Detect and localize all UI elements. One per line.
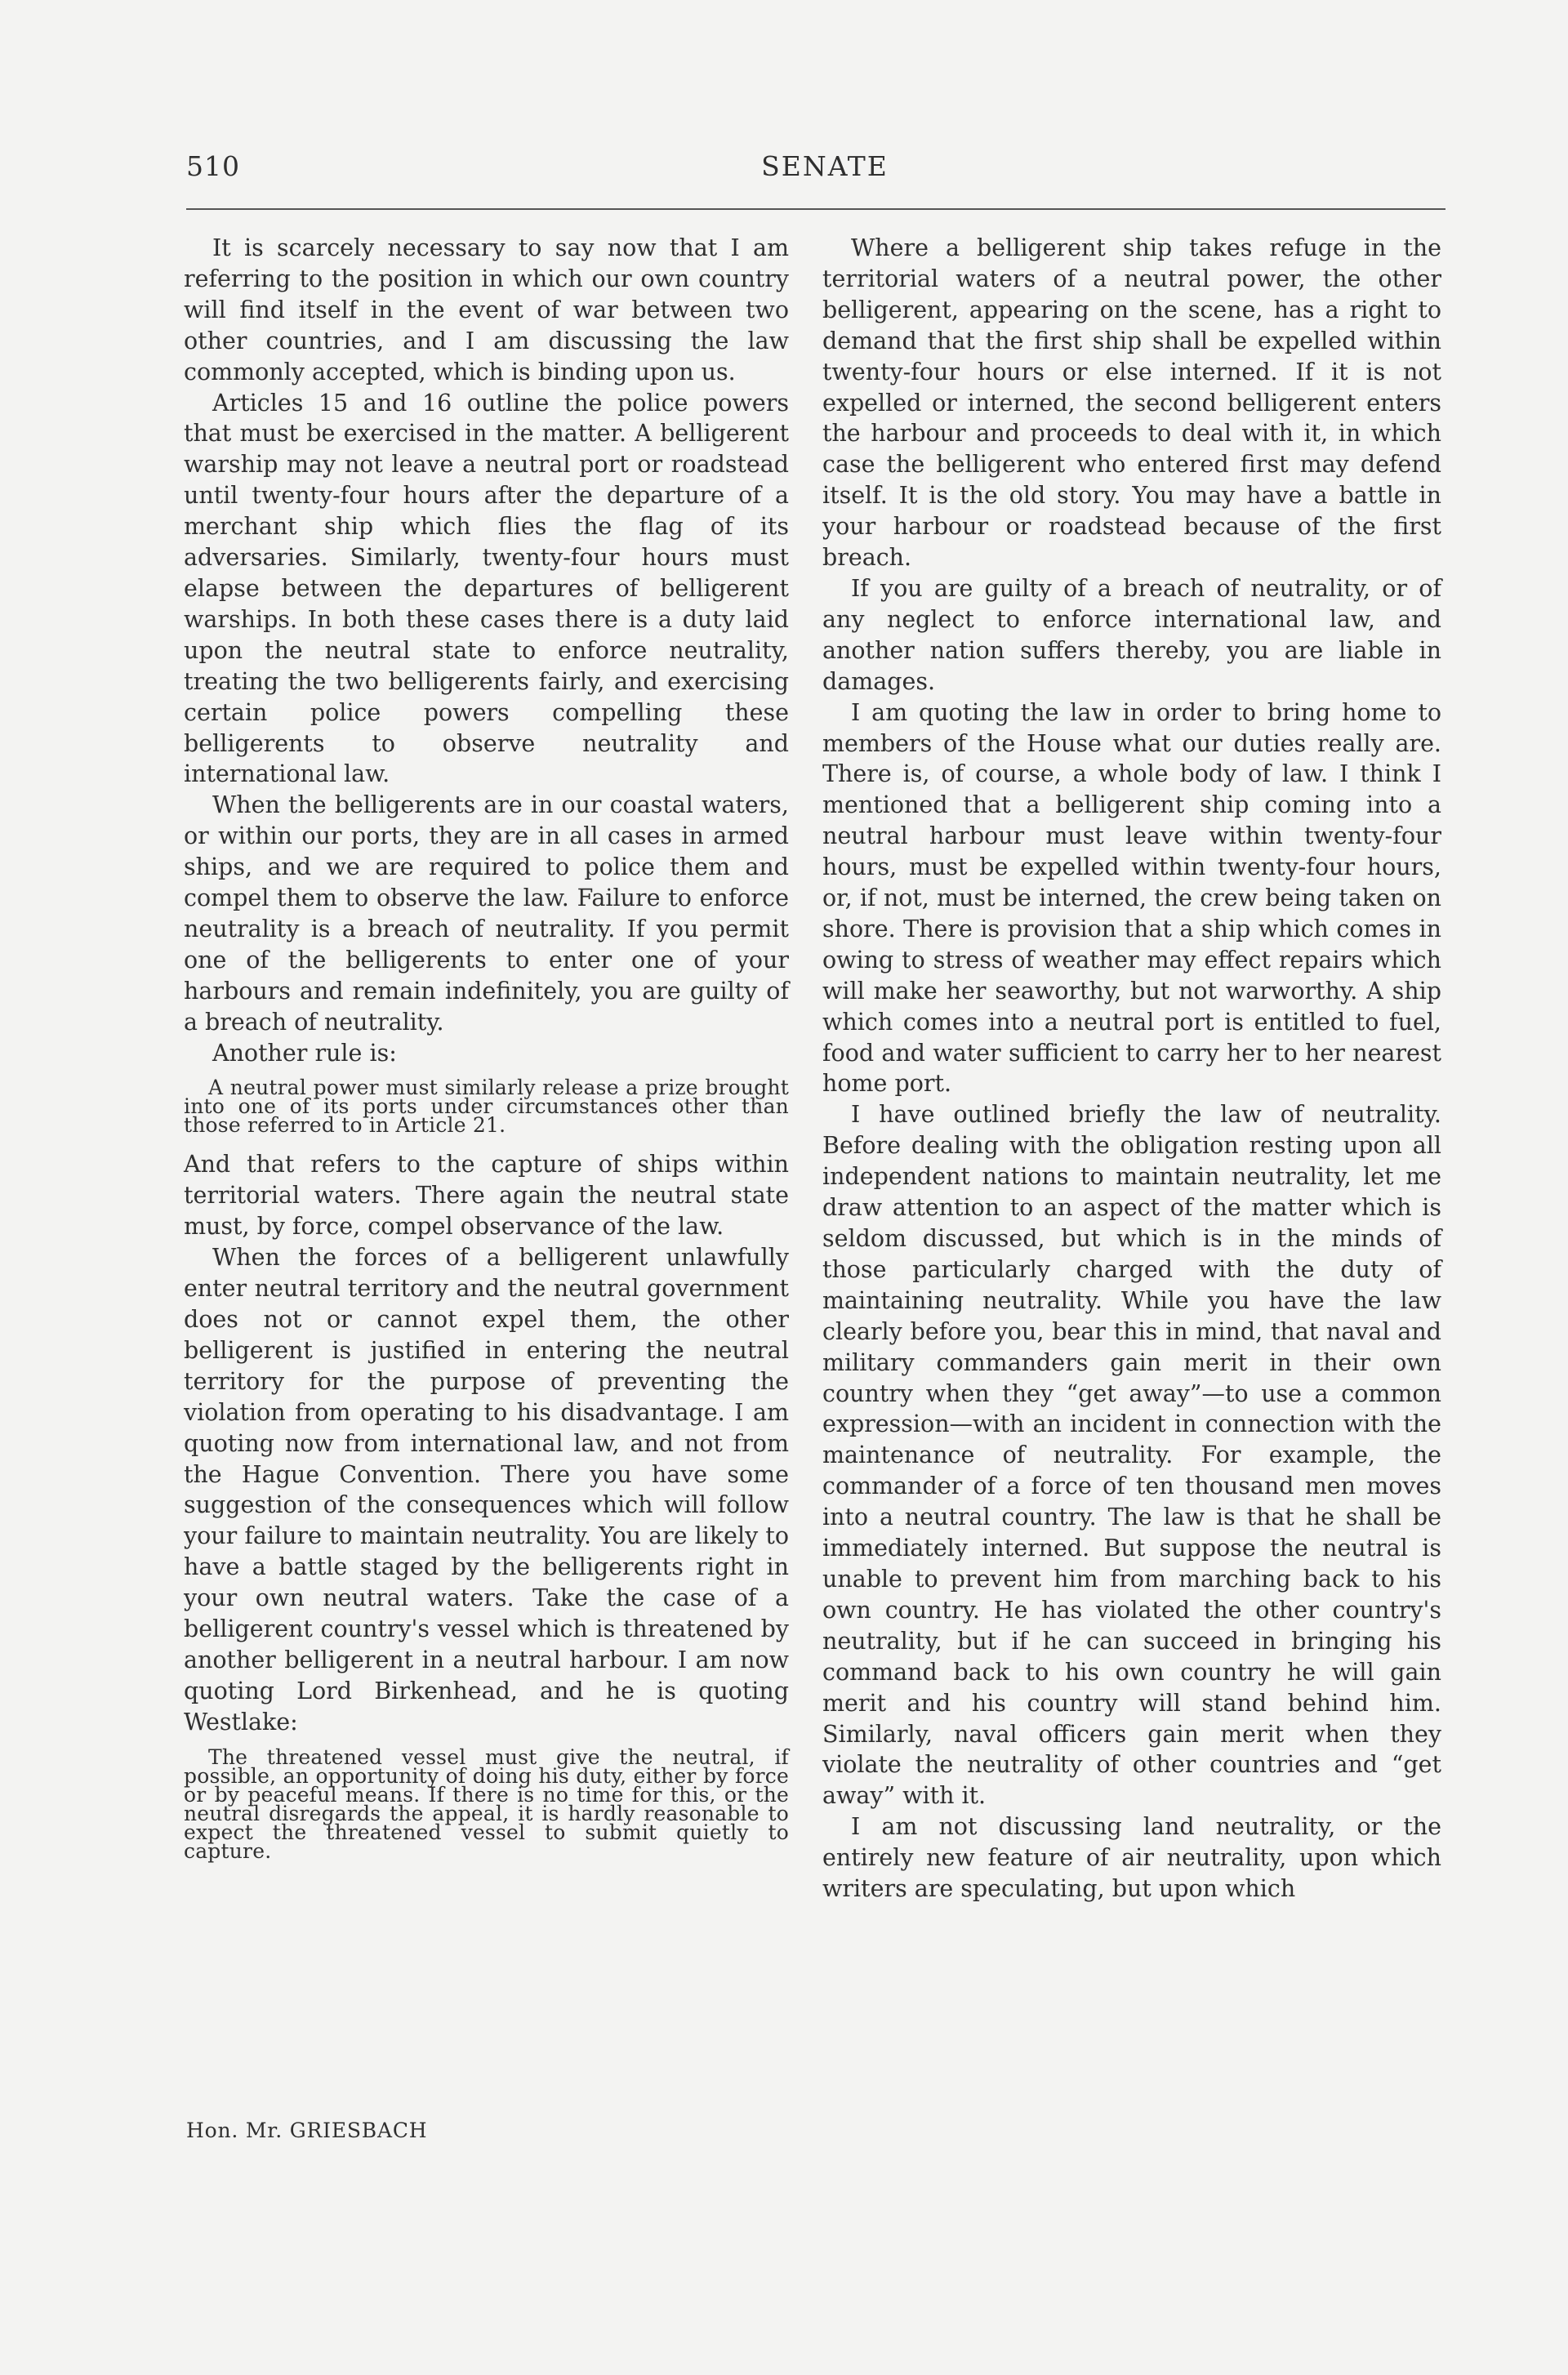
paragraph: If you are guilty of a breach of neutrality, or of any neglect to enforce international law, and another nation suffers thereby, you are liable in damages. — [822, 574, 1441, 695]
running-head: SENATE — [761, 150, 889, 182]
paragraph: And that refers to the capture of ships within territorial waters. There again the neutral state must, by force, compel observance of the law. — [184, 1151, 789, 1241]
paragraph: When the belligerents are in our coastal waters, or within our ports, they are in all cases in armed ships, and we are required to police them and compel them to observe the law. Failure to enforce neutrality is a breach of neutrality. If you permit one of the belligerents to enter one of your harbours and remain indefinitely, you are guilty of a breach of neutrality. — [184, 791, 789, 1036]
block-quote: A neutral power must similarly release a prize brought into one of its ports under circumstances other than those referred to in Article 21. — [184, 1076, 789, 1138]
block-quote: The threatened vessel must give the neutral, if possible, an opportunity of doing his duty, either by force or by peaceful means. If there is no time for this, or the neutral disregards the appeal, it is hardly reasonable to expect the threatened vessel to submit quietly to capture. — [184, 1744, 789, 1863]
header-rule — [186, 208, 1446, 210]
speaker-attribution: Hon. Mr. GRIESBACH — [186, 2119, 428, 2142]
paragraph: Another rule is: — [212, 1039, 397, 1067]
paragraph: Articles 15 and 16 outline the police powers that must be exercised in the matter. A belligerent warship may not leave a neutral port or roadstead until twenty-four hours after the departure of a merchant ship which flies the flag of its adversaries. Similarly, twenty-four hours must elapse between the departures of belligerent warships. In both these cases there is a duty laid upon the neutral state to enforce neutrality, treating the two belligerents fairly, and exercising certain police powers compelling these belligerents to observe neutrality and international law. — [184, 389, 789, 788]
paragraph: Where a belligerent ship takes refuge in the territorial waters of a neutral power, the other belligerent, appearing on the scene, has a right to demand that the first ship shall be expelled within twenty-four hours or else interned. If it is not expelled or interned, the second belligerent enters the harbour and proceeds to deal with it, in which case the belligerent who entered first may defend itself. It is the old story. You may have a battle in your harbour or roadstead because of the first breach. — [822, 234, 1441, 572]
paragraph: It is scarcely necessary to say now that I am referring to the position in which our own country will find itself in the event of war between two other countries, and I am discussing the law commonly accepted, which is binding upon us. — [184, 234, 789, 385]
paragraph: I am quoting the law in order to bring home to members of the House what our duties really are. There is, of course, a whole body of law. I think I mentioned that a belligerent ship coming into a neutral harbour must leave within twenty-four hours, must be expelled within twenty-four hours, or, if not, must be interned, the crew being taken on shore. There is provision that a ship which comes in owing to stress of weather may effect repairs which will make her seaworthy, but not warworthy. A ship which comes into a neutral port is entitled to fuel, food and water sufficient to carry her to her nearest home port. — [822, 698, 1441, 1098]
paragraph: When the forces of a belligerent unlawfully enter neutral territory and the neutral government does not or cannot expel them, the other belligerent is justified in entering the neutral territory for the purpose of preventing the violation from operating to his disadvantage. I am quoting now from international law, and not from the Hague Convention. There you have some suggestion of the consequences which will follow your failure to maintain neutrality. You are likely to have a battle staged by the belligerents right in your own neutral waters. Take the case of a belligerent country's vessel which is threatened by another belligerent in a neutral harbour. I am now quoting Lord Birkenhead, and he is quoting Westlake: — [184, 1244, 789, 1736]
right-column — [822, 233, 1441, 1905]
paragraph: I have outlined briefly the law of neutrality. Before dealing with the obligation resting upon all independent nations to maintain neutrality, let me draw attention to an aspect of the matter which is seldom discussed, but which is in the minds of those particularly charged with the duty of maintaining neutrality. While you have the law clearly before you, bear this in mind, that naval and military commanders gain merit in their own country when they “get away”—to use a common expression—with an incident in connection with the maintenance of neutrality. For example, the commander of a force of ten thousand men moves into a neutral country. The law is that he shall be immediately interned. But suppose the neutral is unable to prevent him from marching back to his own country. He has violated the other country's neutrality, but if he can succeed in bringing his command back to his own country he will gain merit and his country will stand behind him. Similarly, naval officers gain merit when they violate the neutrality of other countries and “get away” with it. — [822, 1101, 1441, 1810]
left-column — [184, 233, 789, 1875]
paragraph: I am not discussing land neutrality, or the entirely new feature of air neutrality, upon which writers are speculating, but upon which — [822, 1813, 1441, 1903]
page-number: 510 — [186, 150, 240, 182]
